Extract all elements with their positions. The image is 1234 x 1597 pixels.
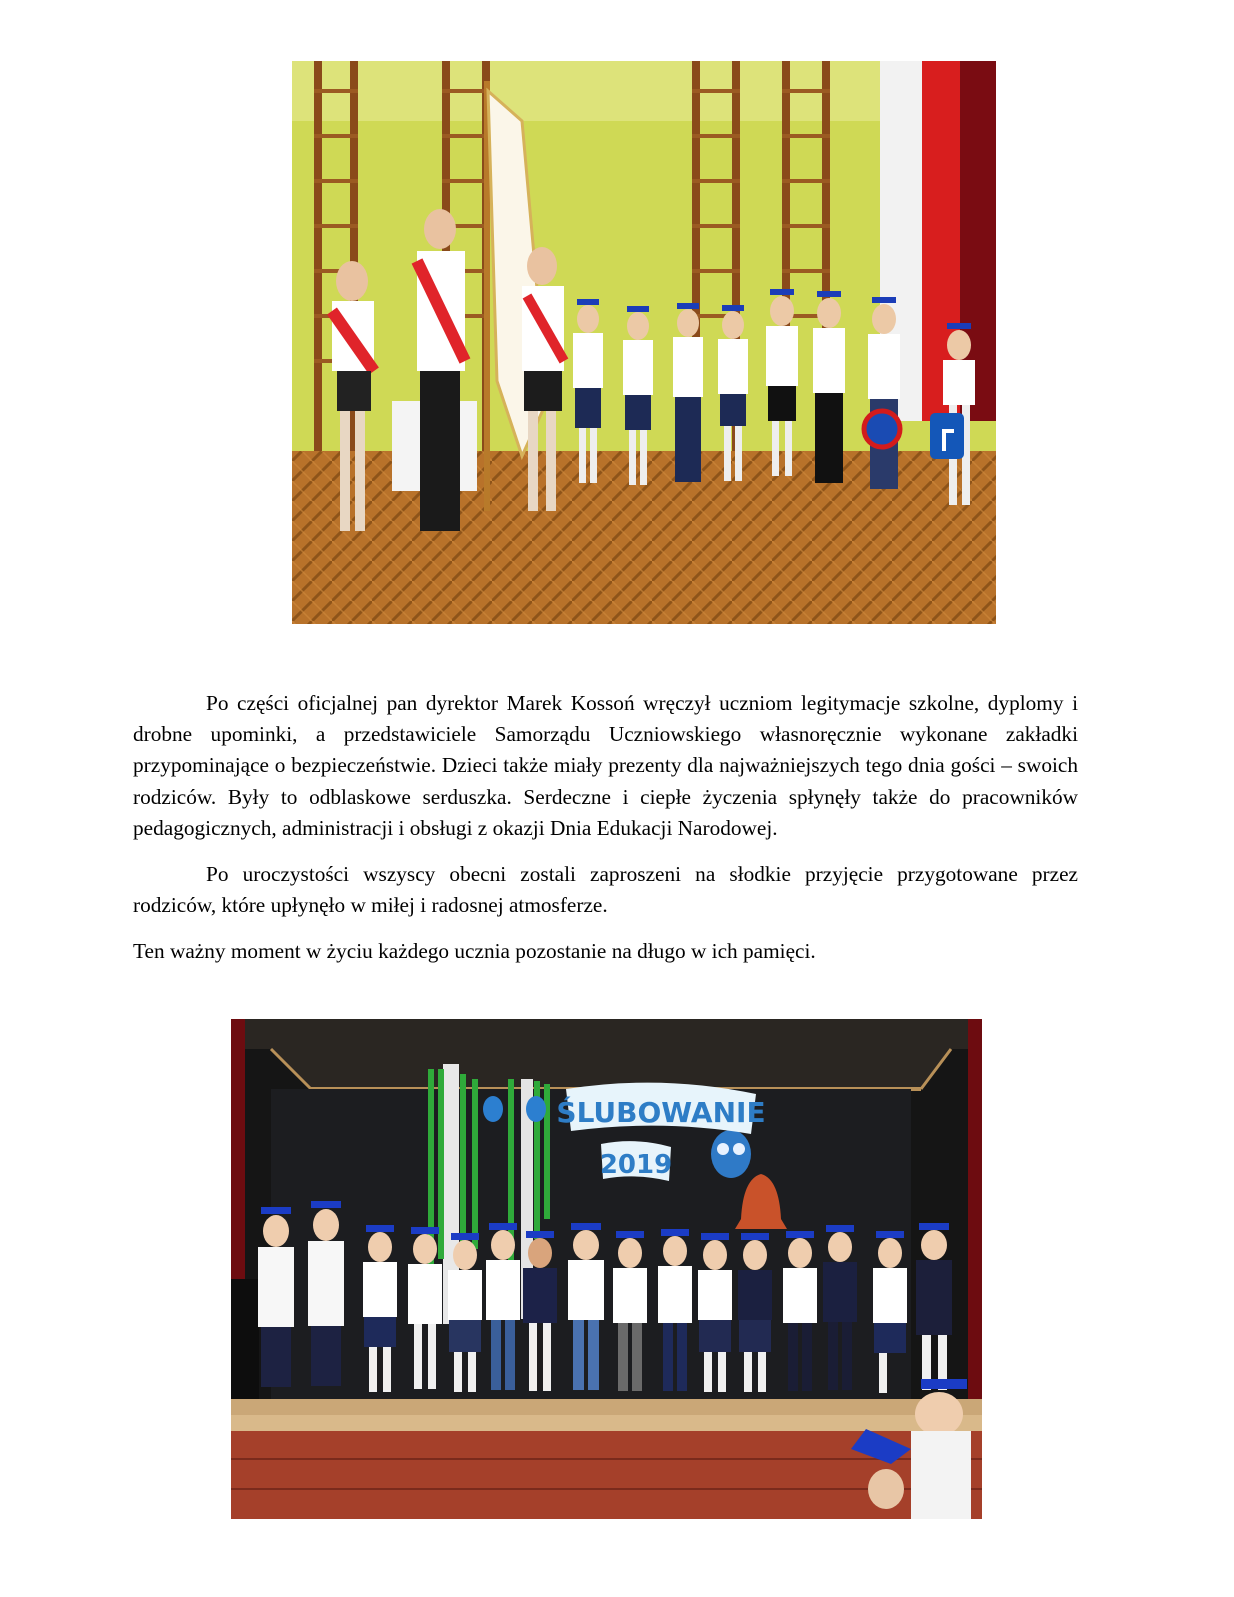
paragraph-closing: Ten ważny moment w życiu każdego ucznia pozostanie na długo w ich pamięci. xyxy=(133,939,816,964)
stage-ceremony-photo-drawing xyxy=(231,1019,982,1519)
paragraph-reception: Po uroczystości wszyscy obecni zostali zaproszeni na słodkie przyjęcie przygotowane przez rodziców, które upłynęło w miłej i radosnej atmosferze. xyxy=(133,862,1078,918)
banner-title: ŚLUBOWANIE xyxy=(556,1096,766,1129)
school-ceremony-photo xyxy=(292,61,996,624)
paragraph-awards: Po części oficjalnej pan dyrektor Marek Kossoń wręczył uczniom legitymacje szkolne, dyplomy i drobne upominki, a przedstawiciele Samorządu Uczniowskiego własnoręcznie wykonane zakładki przypominające o bezpieczeństwie. Dzieci także miały prezenty dla najważniejszych tego dnia gości – swoich rodziców. Były to odblaskowe serduszka. Serdeczne i ciepłe życzenia spłynęły także do pracowników pedagogicznych, administracji i obsługi z okazji Dnia Edukacji Narodowej. xyxy=(133,691,1078,840)
article-text xyxy=(133,688,1078,968)
school-ceremony-photo-drawing xyxy=(292,61,996,624)
banner-year: 2019 xyxy=(599,1150,673,1180)
stage-ceremony-photo xyxy=(231,1019,982,1519)
